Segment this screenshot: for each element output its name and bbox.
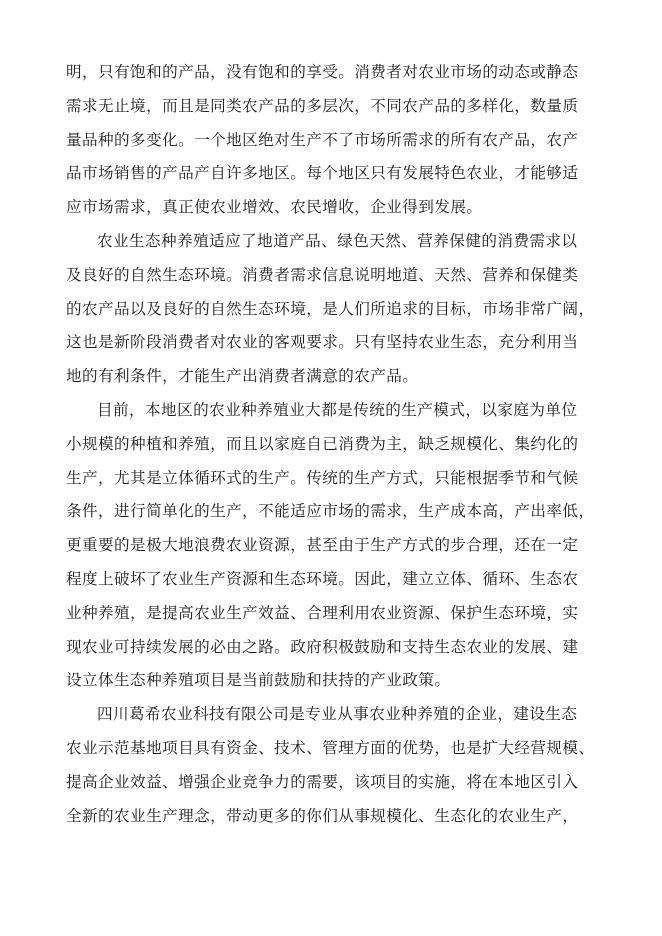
text-line: 量品种的多变化。一个地区绝对生产不了市场所需求的所有农产品，农产 (66, 130, 579, 149)
text-line: 需求无止境，而且是同类农产品的多层次，不同农产品的多样化，数量质 (66, 96, 579, 115)
paragraph (66, 56, 606, 225)
text-line: 提高企业效益、增强企业竞争力的需要，该项目的实施，将在本地区引入 (66, 772, 579, 791)
text-line: 农业示范基地项目具有资金、技术、管理方面的优势，也是扩大经营规模、 (66, 738, 595, 757)
text-line-first: 四川葛希农业科技有限公司是专业从事农业种养殖的企业，建设生态 (97, 705, 578, 724)
text-line: 生产，尤其是立体循环式的生产。传统的生产方式，只能根据季节和气候 (66, 468, 579, 487)
text-line: 小规模的种植和养殖，而且以家庭自已消费为主，缺乏规模化、集约化的 (66, 434, 579, 453)
text-line: 明，只有饱和的产品，没有饱和的享受。消费者对农业市场的动态或静态 (66, 63, 579, 81)
text-line-first: 农业生态种养殖适应了地道产品、绿色天然、营养保健的消费需求以 (97, 231, 578, 250)
text-line: 更重要的是极大地浪费农业资源，甚至由于生产方式的步合理，还在一定 (66, 536, 579, 555)
text-line: 地的有利条件，才能生产出消费者满意的农产品。 (66, 367, 419, 386)
text-line: 条件，进行简单化的生产，不能适应市场的需求，生产成本高，产出率低， (66, 502, 595, 521)
text-line: 品市场销售的产品产自许多地区。每个地区只有发展特色农业，才能够适 (66, 164, 579, 183)
text-line: 现农业可持续发展的必由之路。政府积极鼓励和支持生态农业的发展、建 (66, 637, 579, 656)
text-line: 全新的农业生产理念，带动更多的你们从事规模化、生态化的农业生产， (66, 806, 579, 825)
body-text (66, 56, 606, 833)
text-line: 应市场需求，真正使农业增效、农民增收，企业得到发展。 (66, 198, 483, 217)
paragraph (66, 394, 606, 698)
paragraph (66, 698, 606, 833)
text-line: 及良好的自然生态环境。消费者需求信息说明地道、天然、营养和保健类 (66, 265, 579, 284)
text-line: 这也是新阶段消费者对农业的客观要求。只有坚持农业生态，充分利用当 (66, 333, 579, 352)
text-line: 业种养殖，是提高农业生产效益、合理利用农业资源、保护生态环境，实 (66, 603, 579, 622)
paragraph (66, 225, 606, 394)
text-line-first: 目前，本地区的农业种养殖业大都是传统的生产模式，以家庭为单位 (97, 400, 578, 419)
text-line: 设立体生态种养殖项目是当前鼓励和扶持的产业政策。 (66, 671, 451, 690)
text-line: 的农产品以及良好的自然生态环境，是人们所追求的目标，市场非常广阔， (66, 299, 595, 318)
text-line: 程度上破坏了农业生产资源和生态环境。因此，建立立体、循环、生态农 (66, 569, 579, 588)
